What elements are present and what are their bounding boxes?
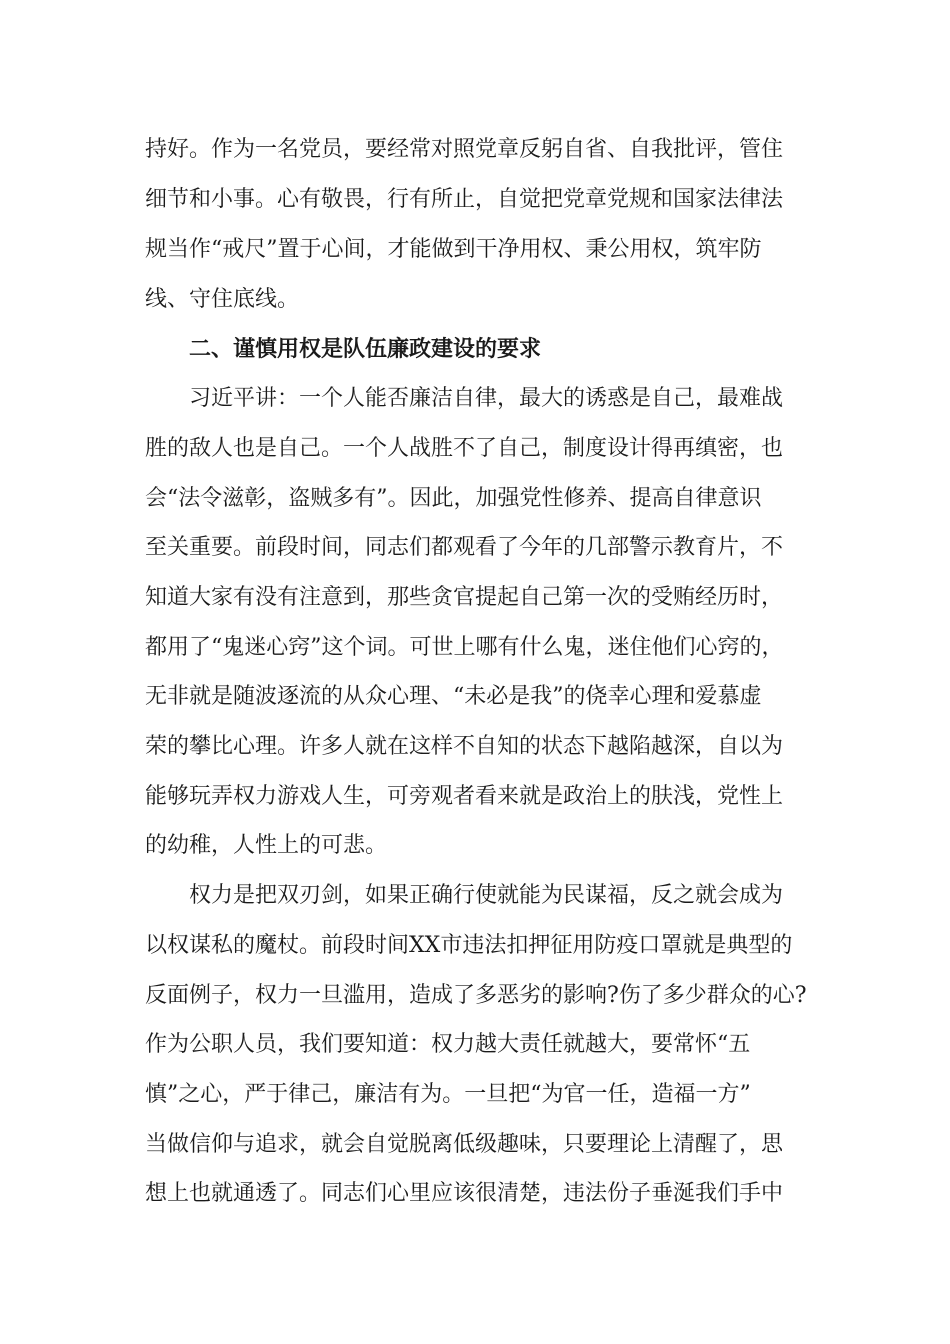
text-line: 至关重要。前段时间，同志们都观看了今年的几部警示教育片，不 [145,535,784,560]
text-line: 慎”之心，严于律己，廉洁有为。一旦把“为官一任，造福一方” [145,1082,751,1107]
text-line: 荣的攀比心理。许多人就在这样不自知的状态下越陷越深，自以为 [145,734,784,759]
text-line: 持好。作为一名党员，要经常对照党章反躬自省、自我批评，管住 [145,137,784,162]
text-line: 会“法令滋彰，盗贼多有”。因此，加强党性修养、提高自律意识 [145,486,762,511]
text-line: 线、守住底线。 [145,287,300,312]
text-line: 作为公职人员，我们要知道：权力越大责任就越大，要常怀“五 [145,1032,751,1057]
text-line: 习近平讲：一个人能否廉洁自律，最大的诱惑是自己，最难战 [189,386,784,411]
text-line: 胜的敌人也是自己。一个人战胜不了自己，制度设计得再缜密，也 [145,436,784,461]
text-line: 权力是把双刃剑，如果正确行使就能为民谋福，反之就会成为 [189,883,784,908]
text-line: 细节和小事。心有敬畏，行有所止，自觉把党章党规和国家法律法 [145,187,784,212]
text-line: 想上也就通透了。同志们心里应该很清楚，违法份子垂涎我们手中 [145,1181,784,1206]
text-line: 的幼稚，人性上的可悲。 [145,833,388,858]
text-line: 无非就是随波逐流的从众心理、“未必是我”的侥幸心理和爱慕虚 [145,684,762,709]
text-line: 知道大家有没有注意到，那些贪官提起自己第一次的受贿经历时， [145,585,784,610]
text-line: 以权谋私的魔杖。前段时间XX市违法扣押征用防疫口罩就是典型的 [145,933,793,958]
text-line: 都用了“鬼迷心窍”这个词。可世上哪有什么鬼，迷住他们心窍的， [145,635,784,660]
text-line: 规当作“戒尺”置于心间，才能做到干净用权、秉公用权，筑牢防 [145,237,762,262]
text-line: 能够玩弄权力游戏人生，可旁观者看来就是政治上的肤浅，党性上 [145,784,784,809]
section-heading: 二、谨慎用权是队伍廉政建设的要求 [189,336,542,362]
text-line: 当做信仰与追求，就会自觉脱离低级趣味，只要理论上清醒了，思 [145,1132,784,1157]
text-line: 反面例子，权力一旦滥用，造成了多恶劣的影响?伤了多少群众的心? [145,983,807,1008]
